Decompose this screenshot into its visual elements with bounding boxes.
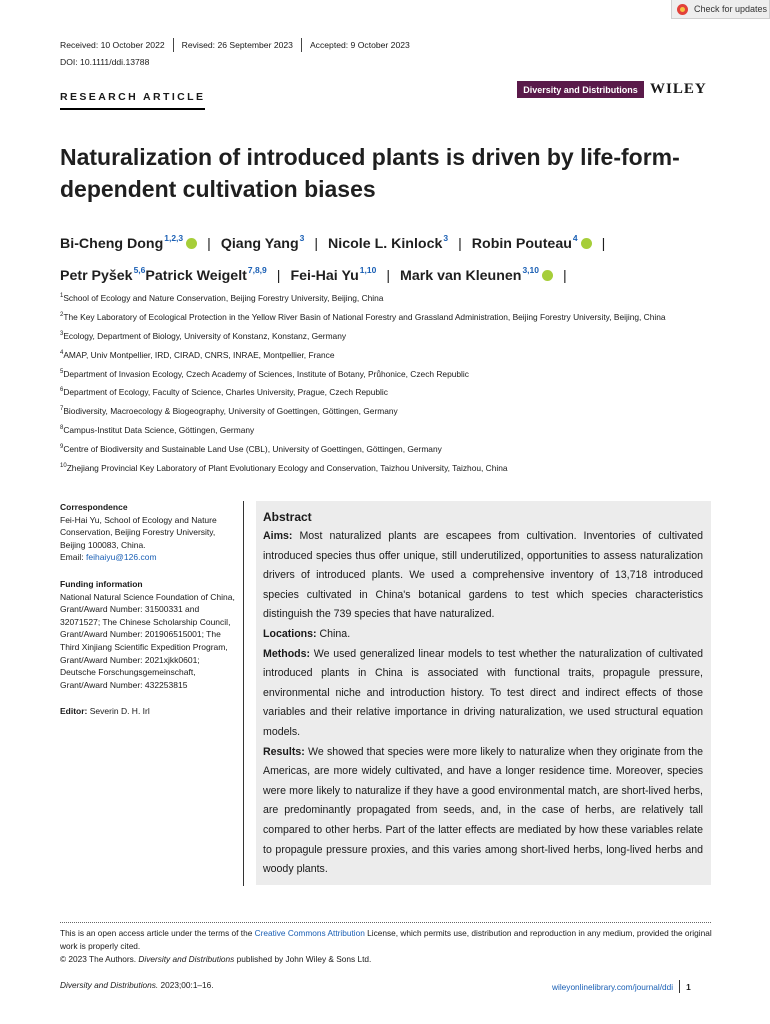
author-separator: | — [601, 236, 606, 252]
received-date: Received: 10 October 2022 — [60, 40, 165, 50]
divider — [679, 980, 680, 993]
correspondence-text — [60, 514, 235, 564]
author-separator: | — [314, 236, 319, 252]
author-separator: | — [563, 268, 567, 284]
affiliation-item — [60, 308, 720, 325]
article-title: Naturalization of introduced plants is driven by life-form-dependent cultivation biases — [60, 144, 680, 202]
affiliation-text: The Key Laboratory of Ecological Protection in the Yellow River Basin of National Forestry and Grassland Administration, Beijing Forestry University, Beijing, China — [63, 311, 666, 322]
author-affiliation-marks: 1,2,3 — [164, 233, 184, 243]
aims-label: Aims: — [263, 530, 293, 542]
author-affiliation-marks: 5,6 — [133, 265, 146, 275]
author-name: Patrick Weigelt — [145, 268, 247, 284]
article-type-underline — [60, 108, 205, 110]
affiliation-item — [60, 365, 720, 382]
affiliation-number: 3 — [60, 330, 64, 337]
locations-label: Locations: — [263, 627, 317, 640]
copyright-journal: Diversity and Distributions — [138, 954, 235, 964]
author-name: Mark van Kleunen — [400, 268, 522, 284]
author-name: Nicole L. Kinlock — [328, 236, 443, 252]
abstract-results — [263, 743, 703, 880]
affiliation-text: AMAP, Univ Montpellier, IRD, CIRAD, CNRS, INRAE, Montpellier, France — [63, 349, 335, 360]
editor-label: Editor: — [60, 706, 88, 717]
check-for-updates-button[interactable] — [671, 0, 770, 19]
page-number: 1 — [686, 981, 691, 992]
author-affiliation-marks: 3,10 — [522, 265, 539, 275]
author-affiliation-marks: 4 — [572, 233, 578, 243]
abstract-methods — [263, 645, 703, 743]
affiliation-item — [60, 383, 720, 400]
affiliation-list — [60, 289, 720, 478]
affiliation-number: 1 — [60, 293, 64, 299]
affiliation-number: 6 — [60, 387, 64, 394]
affiliation-text: Biodiversity, Macroecology & Biogeography, University of Goettingen, Göttingen, Germany — [63, 406, 398, 417]
orcid-icon[interactable] — [542, 270, 553, 281]
email-link[interactable]: feihaiyu@126.com — [86, 552, 157, 563]
author-affiliation-marks: 1,10 — [359, 265, 377, 275]
author-affiliation-marks: 3 — [443, 233, 449, 243]
author-name: Petr Pyšek — [60, 268, 133, 284]
orcid-icon[interactable] — [581, 238, 592, 249]
author-separator: | — [207, 236, 211, 252]
author[interactable] — [328, 233, 449, 252]
affiliation-item — [60, 402, 720, 419]
crossmark-icon — [677, 4, 688, 15]
editor-line — [60, 705, 235, 718]
author[interactable] — [400, 265, 553, 284]
license-text-pre: This is an open access article under the terms of the — [60, 928, 255, 938]
affiliation-text: Department of Invasion Ecology, Czech Academy of Sciences, Institute of Botany, Průhonice, Czech Republic — [63, 368, 469, 379]
affiliation-number: 10 — [60, 463, 67, 470]
publisher-logo: WILEY — [650, 81, 707, 97]
results-label: Results: — [263, 745, 305, 758]
affiliation-item — [60, 327, 720, 344]
abstract-heading: Abstract — [263, 510, 312, 524]
funding-text: National Natural Science Foundation of China, Grant/Award Number: 31500331 and 32071527; The Chinese Scholarship Council, Grant/Award Number: 201906515001; The Third Xinjiang Scientific Expedition Program, Grant/Award Number: 2021xjkk0601; Deutsche Forschungsgemeinschaft, Grant/Award Number: 432253815 — [60, 591, 235, 690]
article-dates — [60, 38, 410, 52]
affiliation-text: Department of Ecology, Faculty of Science, Charles University, Prague, Czech Republic — [63, 387, 388, 398]
accepted-date: Accepted: 9 October 2023 — [309, 40, 410, 50]
results-text: We showed that species were more likely to naturalize when they originate from the Americas, are more widely cultivated, and have a longer residence time. Moreover, species were more likely to naturalize if they have a good environmental match, are short-lived herbs, are predominantly propagated from seeds, and, in the case of herbs, are relatively tall compared to other herbs. Part of the latter effects are mediated by how these variables relate to propagule pressure proxies, and this varies among short-lived herbs, long-lived herbs and woody plants. — [263, 745, 703, 876]
affiliation-number: 4 — [60, 349, 64, 356]
license-text-post: License, which permits use, distribution and reproduction in any medium, provided the original work is properly cited. — [60, 928, 712, 951]
affiliation-text: Campus-Institut Data Science, Göttingen, Germany — [63, 425, 255, 436]
correspondence-address: Fei-Hai Yu, School of Ecology and Nature Conservation, Beijing Forestry University, Beijing 100083, China. — [60, 514, 217, 550]
affiliation-text: Zhejiang Provincial Key Laboratory of Plant Evolutionary Ecology and Conservation, Taizhou University, Taizhou, China — [66, 463, 508, 474]
affiliation-item — [60, 421, 720, 438]
revised-date: Revised: 26 September 2023 — [181, 40, 293, 50]
doi: DOI: 10.1111/ddi.13788 — [60, 57, 150, 67]
affiliation-item — [60, 459, 720, 476]
author[interactable] — [471, 233, 592, 252]
affiliation-number: 9 — [60, 444, 64, 451]
author[interactable] — [145, 265, 267, 284]
correspondence-heading: Correspondence — [60, 502, 128, 512]
journal-citation — [60, 980, 214, 990]
cc-license-link[interactable]: Creative Commons Attribution — [254, 928, 365, 938]
author-name: Qiang Yang — [220, 236, 299, 252]
email-label: Email: — [60, 552, 84, 563]
divider — [301, 38, 302, 52]
journal-logo: Diversity and Distributions — [517, 81, 644, 98]
abstract-aims — [263, 527, 703, 625]
article-type: RESEARCH ARTICLE — [60, 91, 206, 103]
page-footer-right — [552, 980, 691, 993]
abstract-locations — [263, 625, 703, 645]
journal-url-link[interactable]: wileyonlinelibrary.com/journal/ddi — [552, 981, 674, 992]
author-separator: | — [276, 268, 281, 284]
author-name: Fei-Hai Yu — [290, 268, 359, 284]
footnote-divider — [60, 922, 711, 923]
abstract-box — [256, 501, 711, 885]
author[interactable] — [60, 265, 146, 284]
author-affiliation-marks: 7,8,9 — [247, 265, 267, 275]
affiliation-item — [60, 346, 720, 363]
affiliation-number: 8 — [60, 425, 64, 432]
check-for-updates-label: Check for updates — [694, 4, 768, 14]
author-name: Bi-Cheng Dong — [60, 236, 164, 252]
author[interactable] — [290, 265, 377, 284]
column-divider — [243, 501, 244, 886]
citation-details: 2023;00:1–16. — [158, 980, 214, 990]
affiliation-text: Centre of Biodiversity and Sustainable Land Use (CBL), University of Goettingen, Göttingen, Germany — [63, 444, 442, 455]
author[interactable] — [60, 233, 197, 252]
author-separator: | — [386, 268, 391, 284]
locations-text: China. — [319, 627, 351, 640]
copyright-post: published by John Wiley & Sons Ltd. — [234, 954, 372, 964]
author-separator: | — [458, 236, 462, 252]
orcid-icon[interactable] — [186, 238, 197, 249]
affiliation-text: School of Ecology and Nature Conservation, Beijing Forestry University, Beijing, China — [63, 293, 384, 303]
author-name: Robin Pouteau — [471, 236, 572, 252]
affiliation-number: 7 — [60, 406, 64, 413]
author-list — [60, 225, 720, 289]
editor-name: Severin D. H. Irl — [89, 706, 150, 717]
funding-heading: Funding information — [60, 578, 143, 589]
divider — [173, 38, 174, 52]
copyright-pre: © 2023 The Authors. — [60, 954, 139, 964]
aims-text: Most naturalized plants are escapees from cultivation. Inventories of cultivated introduced species thus offer unique, still underutilized, opportunities to assess naturalization drivers of introduced plants. We used a comprehensive inventory of 13,718 introduced species cultivated in China's botanical gardens to test which species characteristics distinguish the 739 species that have naturalized. — [263, 530, 703, 621]
affiliation-item — [60, 289, 720, 306]
license-note — [60, 927, 720, 966]
affiliation-item — [60, 440, 720, 457]
author[interactable] — [220, 233, 305, 252]
methods-text: We used generalized linear models to test whether the naturalization of cultivated introduced plants in China is associated with functional traits, propagule pressure, environmental niche and introduction history. To test direct and indirect effects of those variables and their relative importance in driving naturalization, we used structural equation models. — [263, 647, 704, 738]
author-affiliation-marks: 3 — [299, 233, 305, 243]
methods-label: Methods: — [263, 647, 311, 660]
article-info-sidebar — [60, 501, 235, 718]
affiliation-number: 5 — [60, 368, 64, 375]
affiliation-text: Ecology, Department of Biology, University of Konstanz, Konstanz, Germany — [63, 330, 347, 341]
citation-journal: Diversity and Distributions. — [60, 980, 159, 990]
affiliation-number: 2 — [60, 311, 64, 318]
